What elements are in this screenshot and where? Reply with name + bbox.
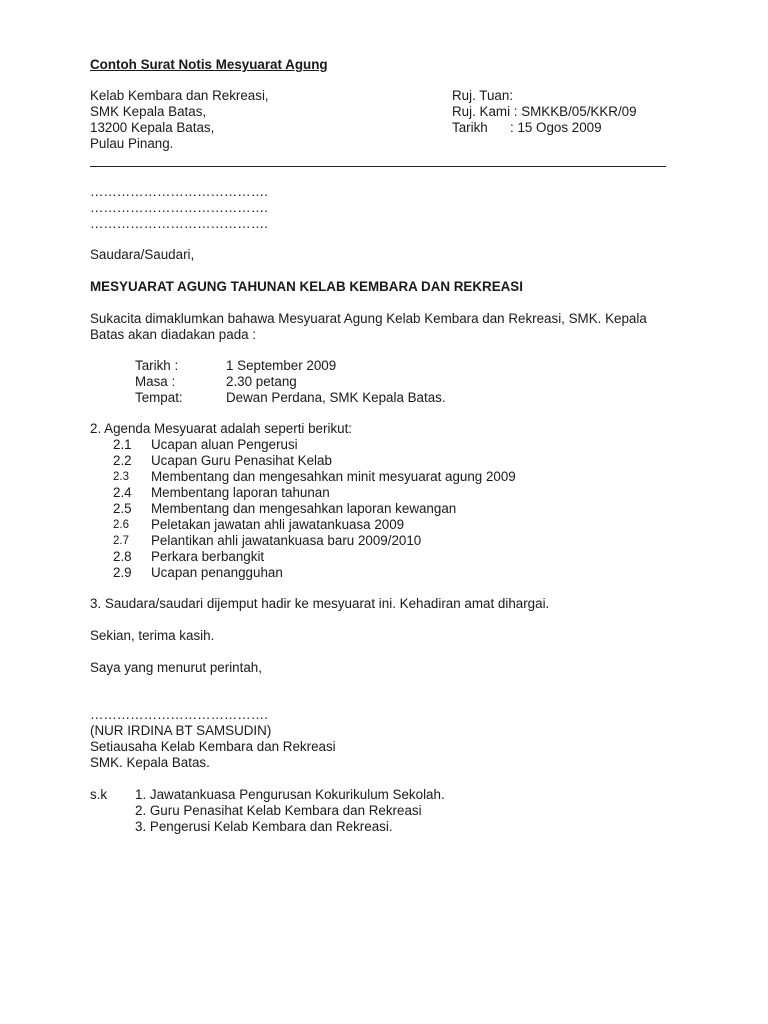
agenda-num: 2.2 bbox=[113, 453, 132, 468]
cc-item: 1. Jawatankuasa Pengurusan Kokurikulum Sekolah. bbox=[135, 787, 445, 802]
intro-line-1: Sukacita dimaklumkan bahawa Mesyuarat Agung Kelab Kembara dan Rekreasi, SMK. Kepala bbox=[90, 311, 647, 326]
cc-item: 2. Guru Penasihat Kelab Kembara dan Rekreasi bbox=[135, 803, 422, 818]
agenda-num: 2.6 bbox=[113, 519, 129, 531]
detail-value-time: 2.30 petang bbox=[226, 374, 297, 389]
recipient-line-1: …………………………………. bbox=[90, 184, 268, 199]
agenda-item: Membentang dan mengesahkan laporan kewangan bbox=[151, 501, 457, 516]
letter-heading: MESYUARAT AGUNG TAHUNAN KELAB KEMBARA DAN REKREASI bbox=[90, 279, 523, 294]
agenda-num: 2.9 bbox=[113, 565, 132, 580]
ruj-tuan: Ruj. Tuan: bbox=[452, 88, 514, 103]
detail-label-time: Masa : bbox=[135, 374, 176, 389]
agenda-item: Ucapan penangguhan bbox=[151, 565, 283, 580]
cc-label: s.k bbox=[90, 787, 108, 802]
agenda-heading: 2. Agenda Mesyuarat adalah seperti berikut: bbox=[90, 421, 353, 436]
ruj-kami: Ruj. Kami : SMKKB/05/KKR/09 bbox=[452, 104, 637, 119]
intro-line-2: Batas akan diadakan pada : bbox=[90, 327, 257, 342]
detail-label-date: Tarikh : bbox=[135, 358, 179, 373]
signature-line: …………………………………. bbox=[90, 707, 268, 722]
sender-line-1: Kelab Kembara dan Rekreasi, bbox=[90, 88, 269, 103]
agenda-item: Ucapan Guru Penasihat Kelab bbox=[151, 453, 332, 468]
agenda-num: 2.7 bbox=[113, 535, 129, 547]
sender-line-4: Pulau Pinang. bbox=[90, 136, 174, 151]
sender-line-3: 13200 Kepala Batas, bbox=[90, 120, 215, 135]
agenda-item: Membentang laporan tahunan bbox=[151, 485, 330, 500]
recipient-line-2: …………………………………. bbox=[90, 200, 268, 215]
agenda-item: Ucapan aluan Pengerusi bbox=[151, 437, 298, 452]
agenda-num: 2.8 bbox=[113, 549, 132, 564]
closing-line: Saya yang menurut perintah, bbox=[90, 660, 262, 675]
signatory-position: Setiausaha Kelab Kembara dan Rekreasi bbox=[90, 739, 336, 754]
agenda-num: 2.1 bbox=[113, 437, 132, 452]
tarikh-label: Tarikh bbox=[452, 120, 488, 135]
signatory-school: SMK. Kepala Batas. bbox=[90, 755, 210, 770]
agenda-num: 2.4 bbox=[113, 485, 132, 500]
agenda-num: 2.3 bbox=[113, 471, 129, 483]
agenda-item: Peletakan jawatan ahli jawatankuasa 2009 bbox=[151, 517, 405, 532]
document-title: Contoh Surat Notis Mesyuarat Agung bbox=[90, 57, 328, 72]
salutation: Saudara/Saudari, bbox=[90, 247, 195, 262]
agenda-num: 2.5 bbox=[113, 501, 132, 516]
invite-paragraph: 3. Saudara/saudari dijemput hadir ke mesyuarat ini. Kehadiran amat dihargai. bbox=[90, 596, 550, 611]
detail-label-place: Tempat: bbox=[135, 390, 183, 405]
agenda-item: Membentang dan mengesahkan minit mesyuarat agung 2009 bbox=[151, 469, 516, 484]
signatory-name: (NUR IRDINA BT SAMSUDIN) bbox=[90, 723, 272, 738]
agenda-item: Perkara berbangkit bbox=[151, 549, 265, 564]
agenda-item: Pelantikan ahli jawatankuasa baru 2009/2010 bbox=[151, 533, 422, 548]
detail-value-date: 1 September 2009 bbox=[226, 358, 337, 373]
sender-line-2: SMK Kepala Batas, bbox=[90, 104, 207, 119]
header-divider bbox=[90, 166, 666, 167]
tarikh-value: : 15 Ogos 2009 bbox=[510, 120, 602, 135]
cc-item: 3. Pengerusi Kelab Kembara dan Rekreasi. bbox=[135, 819, 393, 834]
detail-value-place: Dewan Perdana, SMK Kepala Batas. bbox=[226, 390, 446, 405]
recipient-line-3: …………………………………. bbox=[90, 216, 268, 231]
thanks-line: Sekian, terima kasih. bbox=[90, 628, 215, 643]
